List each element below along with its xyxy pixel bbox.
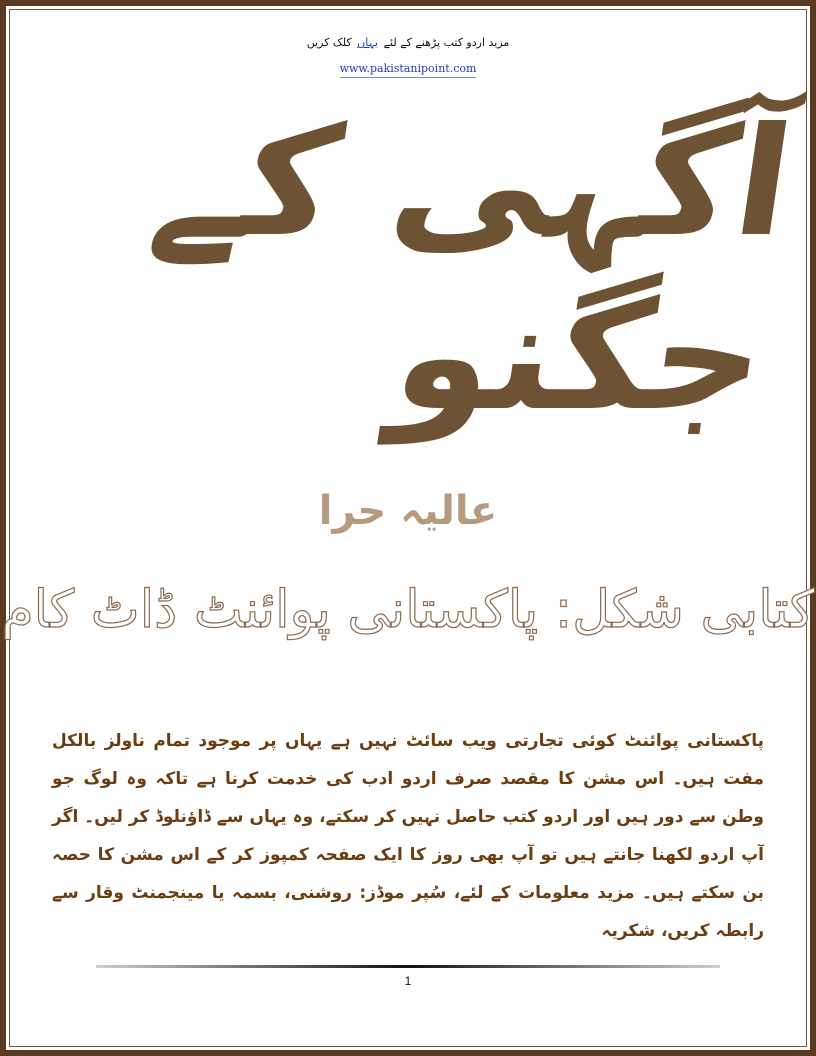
here-link[interactable]: یہاں <box>357 36 379 49</box>
header-note-text-after: کلک کریں <box>306 36 352 49</box>
footer-divider <box>96 965 720 968</box>
page-number: 1 <box>404 974 412 988</box>
website-link[interactable]: www.pakistanipoint.com <box>340 62 477 78</box>
header-note-text-before: مزید اردو کتب پڑھنے کے لئے <box>383 36 510 49</box>
author-name: عالیہ حرا <box>318 488 498 534</box>
website-link-container <box>0 62 816 75</box>
intro-paragraph: پاکستانی پوائنٹ کوئی تجارتی ویب سائٹ نہیں ہے یہاں پر موجود تمام ناولز بالکل مفت ہیں۔ اس مشن کا مقصد صرف اردو ادب کی خدمت کرنا ہے تاکہ وہ لوگ جو وطن سے دور ہیں اور اردو کتب حاصل نہیں کر سکتے، وہ یہاں سے ڈاؤنلوڈ کر لیں۔ اگر آپ اردو لکھنا جانتے ہیں تو آپ بھی روز کا ایک صفحہ کمپوز کر کے اس مشن کا حصہ بن سکتے ہیں۔ مزید معلومات کے لئے، سُپر موڈز: روشنی، بسمہ یا مینجمنٹ وقار سے رابطہ کریں، شکریہ <box>52 731 764 941</box>
compiled-by-line: کتابی شکل: پاکستانی پوائنٹ ڈاٹ کام <box>1 580 815 640</box>
header-note <box>0 36 816 49</box>
book-title: آگہی کے جگنو <box>141 96 804 444</box>
